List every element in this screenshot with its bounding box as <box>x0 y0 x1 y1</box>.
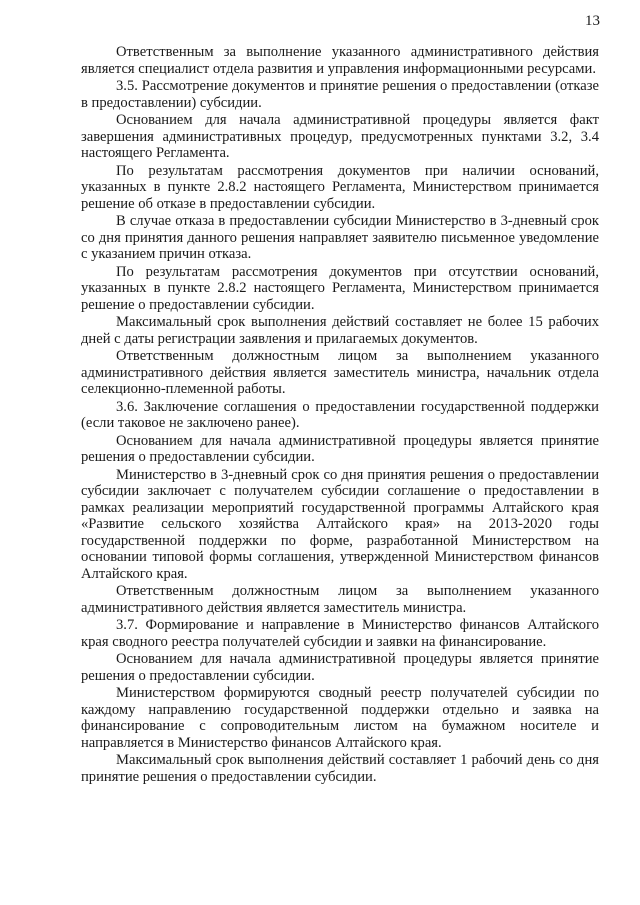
paragraph-responsible-specialist: Ответственным за выполнение указанного административного действия является специалист отдела развития и управления информационными ресурсами. <box>81 44 599 77</box>
paragraph: Ответственным должностным лицом за выполнением указанного административного действия является заместитель министра, начальник отдела селекционно-племенной работы. <box>81 348 599 397</box>
paragraph: В случае отказа в предоставлении субсидии Министерство в 3-дневный срок со дня принятия данного решения направляет заявителю письменное уведомление с указанием причин отказа. <box>81 213 599 262</box>
paragraph: По результатам рассмотрения документов при отсутствии оснований, указанных в пункте 2.8.2 настоящего Регламента, Министерством принимается решение о предоставлении субсидии. <box>81 263 599 313</box>
page-number: 13 <box>585 13 600 29</box>
paragraph: По результатам рассмотрения документов при наличии оснований, указанных в пункте 2.8.2 настоящего Регламента, Министерством принимается решение об отказе в предоставлении субсидии. <box>81 162 599 212</box>
paragraph: Максимальный срок выполнения действий составляет не более 15 рабочих дней с даты регистрации заявления и прилагаемых документов. <box>81 314 599 347</box>
paragraph: Министерство в 3-дневный срок со дня принятия решения о предоставлении субсидии заключает с получателем субсидии соглашение о предоставлении в рамках реализации мероприятий государственной программы Алтайского края «Развитие сельского хозяйства Алтайского края» на 2013-2020 годы государственной поддержки по форме, разработанной Министерством на основании типовой формы соглашения, утвержденной Министерством финансов Алтайского края. <box>81 466 599 582</box>
paragraph: Министерством формируются сводный реестр получателей субсидии по каждому направлению государственной поддержки отдельно и заявка на финансирование с сопроводительным листом на бумажном носителе и направляется в Министерство финансов Алтайского края. <box>81 685 599 751</box>
paragraph: Максимальный срок выполнения действий составляет 1 рабочий день со дня принятие решения о предоставлении субсидии. <box>81 752 599 785</box>
paragraph: Основанием для начала административной процедуры является принятие решения о предоставлении субсидии. <box>81 651 599 684</box>
paragraph: Ответственным должностным лицом за выполнением указанного административного действия является заместитель министра. <box>81 583 599 616</box>
paragraph: Основанием для начала административной процедуры является факт завершения административных процедур, предусмотренных пунктами 3.2, 3.4 настоящего Регламента. <box>81 112 599 161</box>
section-heading-3-7: 3.7. Формирование и направление в Министерство финансов Алтайского края сводного реестра получателей субсидии и заявки на финансирование. <box>81 617 599 650</box>
section-heading-3-5: 3.5. Рассмотрение документов и принятие решения о предоставлении (отказе в предоставлении) субсидии. <box>81 78 599 111</box>
document-body <box>81 44 599 785</box>
section-heading-3-6: 3.6. Заключение соглашения о предоставлении государственной поддержки (если таковое не заключено ранее). <box>81 398 599 431</box>
paragraph: Основанием для начала административной процедуры является принятие решения о предоставлении субсидии. <box>81 432 599 465</box>
